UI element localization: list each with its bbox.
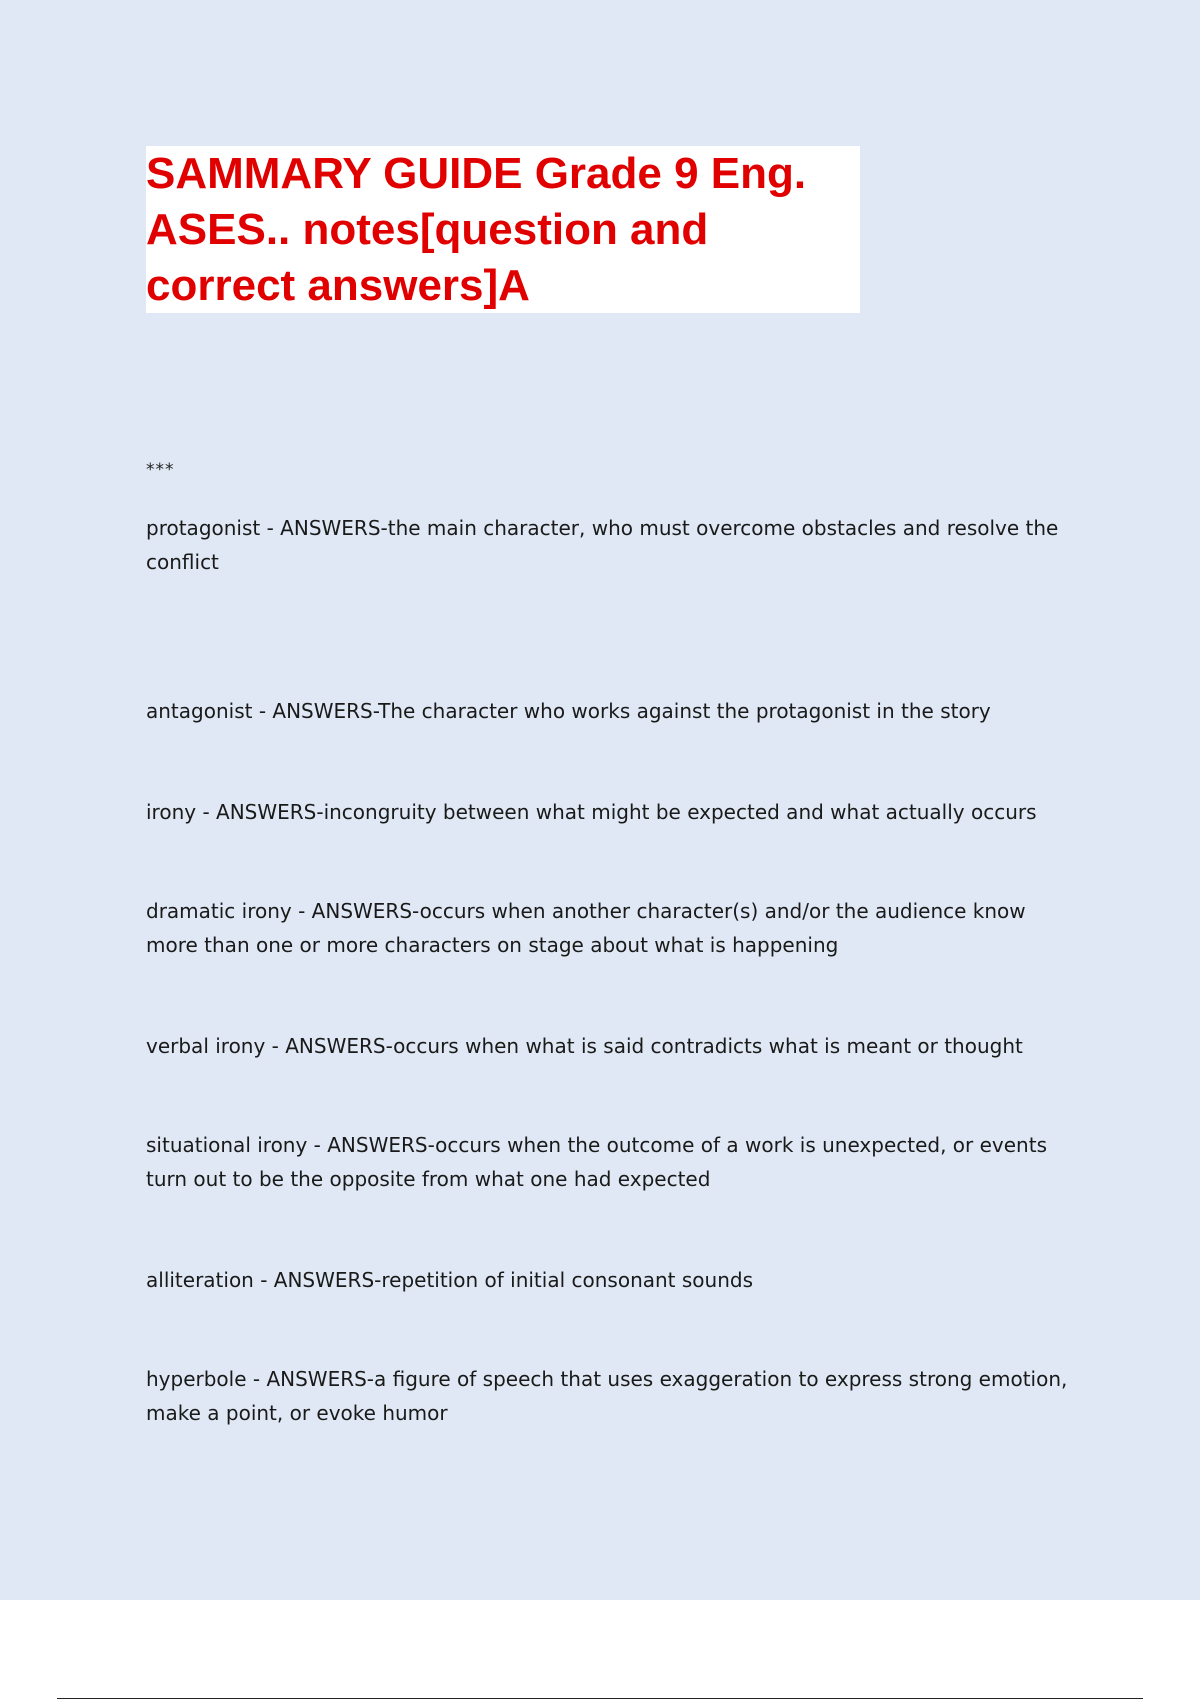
footer-rule <box>57 1698 1143 1699</box>
entry-irony: irony - ANSWERS-incongruity between what might be expected and what actually occurs <box>146 800 1037 824</box>
entry-protagonist: protagonist - ANSWERS-the main character, who must overcome obstacles and resolve the conflict <box>146 516 1059 574</box>
entry-dramatic-irony: dramatic irony - ANSWERS-occurs when another character(s) and/or the audience know more than one or more characters on stage about what is happening <box>146 899 1026 957</box>
entry-antagonist: antagonist - ANSWERS-The character who works against the protagonist in the story <box>146 699 991 723</box>
entry-verbal-irony: verbal irony - ANSWERS-occurs when what is said contradicts what is meant or thought <box>146 1034 1023 1058</box>
entry-hyperbole: hyperbole - ANSWERS-a figure of speech that uses exaggeration to express strong emotion, make a point, or evoke humor <box>146 1367 1068 1425</box>
entry-situational-irony: situational irony - ANSWERS-occurs when the outcome of a work is unexpected, or events turn out to be the opposite from what one had expected <box>146 1133 1047 1191</box>
entry-alliteration: alliteration - ANSWERS-repetition of initial consonant sounds <box>146 1268 753 1292</box>
section-separator: *** <box>146 460 175 480</box>
document-title: SAMMARY GUIDE Grade 9 Eng. ASES.. notes[question and correct answers]A <box>146 149 807 310</box>
